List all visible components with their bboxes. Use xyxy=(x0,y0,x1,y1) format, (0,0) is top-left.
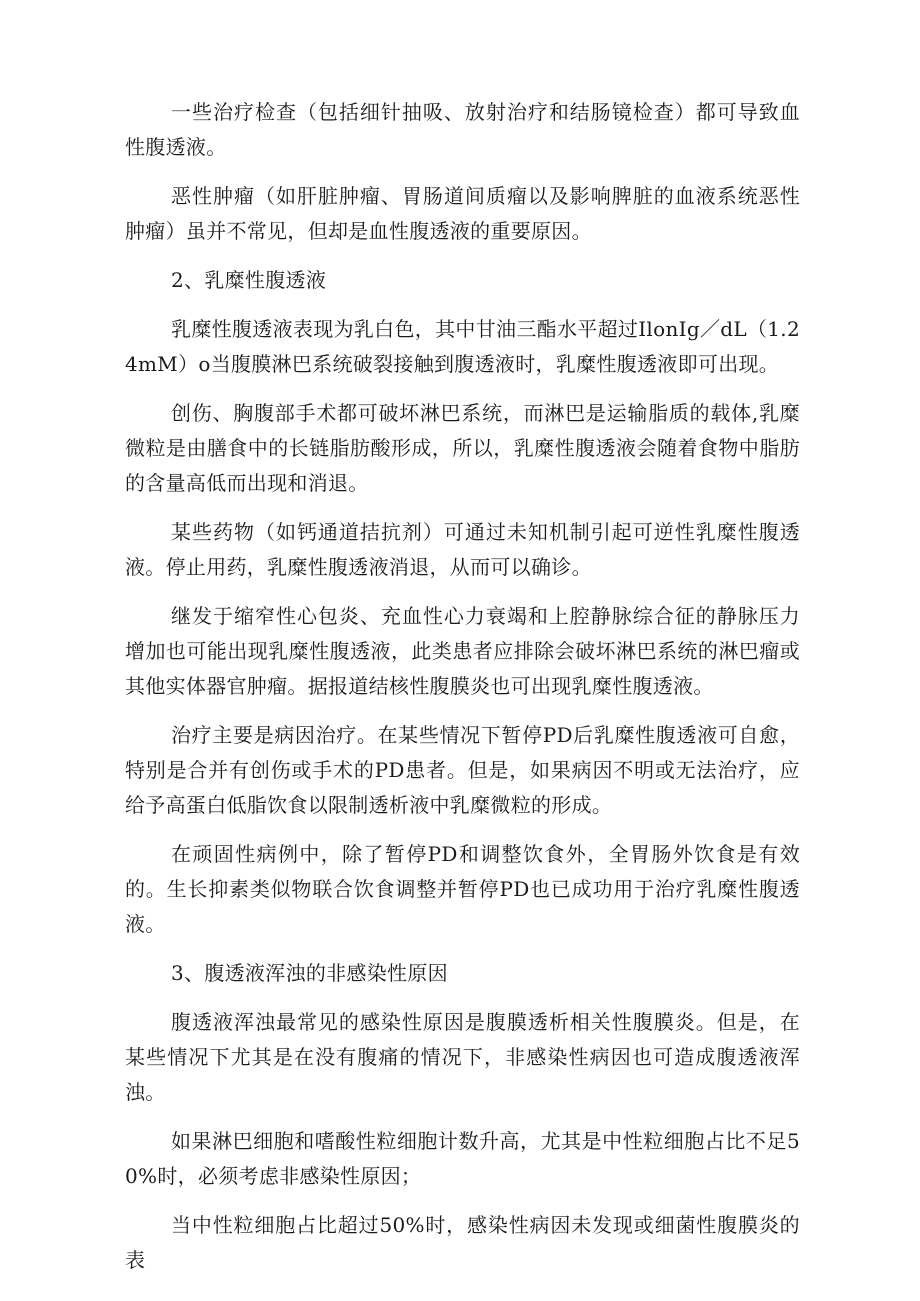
paragraph-cloudy-causes: 腹透液浑浊最常见的感染性原因是腹膜透析相关性腹膜炎。但是，在某些情况下尤其是在没有腹痛的情况下，非感染性病因也可造成腹透液浑浊。 xyxy=(125,1010,800,1104)
document-body xyxy=(125,95,800,1292)
paragraph-refractory-cases: 在顽固性病例中，除了暂停PD和调整饮食外，全胃肠外饮食是有效的。生长抑素类似物联合饮食调整并暂停PD也已成功用于治疗乳糜性腹透液。 xyxy=(125,842,800,936)
section-heading-chylous: 2、乳糜性腹透液 xyxy=(171,268,327,292)
paragraph-venous-pressure: 继发于缩窄性心包炎、充血性心力衰竭和上腔静脉综合征的静脉压力增加也可能出现乳糜性腹透液，此类患者应排除会破坏淋巴系统的淋巴瘤或其他实体器官肿瘤。据报道结核性腹膜炎也可出现乳糜性腹透液。 xyxy=(125,604,800,698)
paragraph-chylous-definition: 乳糜性腹透液表现为乳白色，其中甘油三酯水平超过IlonIg／dL（1.24mM）o当腹膜淋巴系统破裂接触到腹透液时，乳糜性腹透液即可出现。 xyxy=(125,317,800,376)
paragraph-treatment: 治疗主要是病因治疗。在某些情况下暂停PD后乳糜性腹透液可自愈，特别是合并有创伤或手术的PD患者。但是，如果病因不明或无法治疗，应给予高蛋白低脂饮食以限制透析液中乳糜微粒的形成。 xyxy=(125,723,800,817)
section-heading-noninfectious: 3、腹透液浑浊的非感染性原因 xyxy=(171,961,448,985)
paragraph-malignant-tumors: 恶性肿瘤（如肝脏肿瘤、胃肠道间质瘤以及影响脾脏的血液系统恶性肿瘤）虽并不常见，但却是血性腹透液的重要原因。 xyxy=(125,184,800,243)
paragraph-lymphocytes: 如果淋巴细胞和嗜酸性粒细胞计数升高，尤其是中性粒细胞占比不足50%时，必须考虑非感染性原因； xyxy=(125,1129,800,1188)
paragraph-drugs: 某些药物（如钙通道拮抗剂）可通过未知机制引起可逆性乳糜性腹透液。停止用药，乳糜性腹透液消退，从而可以确诊。 xyxy=(125,520,800,579)
paragraph-trauma-surgery: 创伤、胸腹部手术都可破坏淋巴系统，而淋巴是运输脂质的载体,乳糜微粒是由膳食中的长链脂肪酸形成，所以，乳糜性腹透液会随着食物中脂肪的含量高低而出现和消退。 xyxy=(125,401,800,495)
paragraph-invasive-procedures: 一些治疗检查（包括细针抽吸、放射治疗和结肠镜检查）都可导致血性腹透液。 xyxy=(125,100,800,159)
paragraph-neutrophils: 当中性粒细胞占比超过50%时，感染性病因未发现或细菌性腹膜炎的表 xyxy=(125,1213,800,1272)
